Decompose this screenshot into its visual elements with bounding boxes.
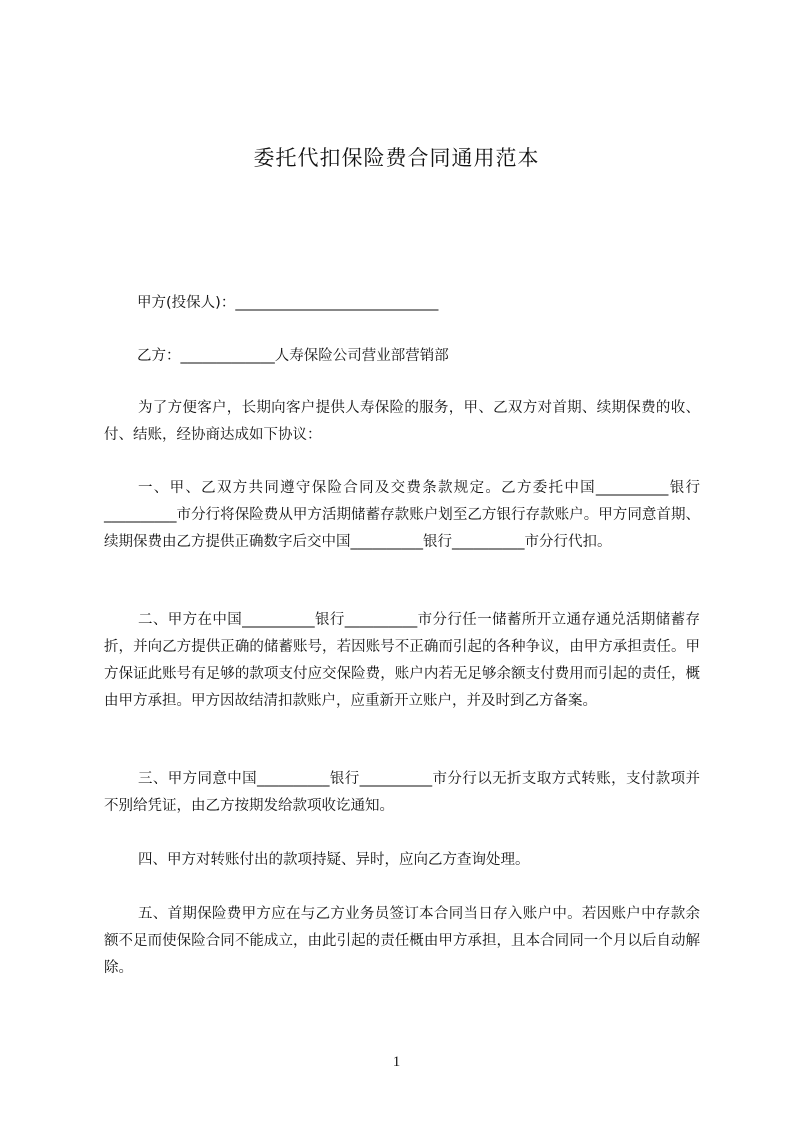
- preamble-paragraph: 为了方便客户，长期向客户提供人寿保险的服务，甲、乙双方对首期、续期保费的收、付、结账，经协商达成如下协议：: [104, 400, 700, 443]
- party-a-line: 甲方(投保人)：____________________________: [137, 295, 439, 311]
- document-title: 委托代扣保险费合同通用范本: [253, 146, 540, 170]
- clause-4: 四、甲方对转账付出的款项持疑、异时，应向乙方查询处理。: [138, 852, 530, 868]
- clause-2: 二、甲方在中国__________银行__________市分行任一储蓄所开立通存通兑活期储蓄存折，并向乙方提供正确的储蓄账号，若因账号不正确而引起的各种争议，由甲方承担责任。甲方保证此账号有足够的款项支付应交保险费，账户内若无足够余额支付费用而引起的责任，概由甲方承担。甲方因故结清扣款账户，应重新开立账户，并及时到乙方备案。: [104, 612, 700, 709]
- clause-1: 一、甲、乙双方共同遵守保险合同及交费条款规定。乙方委托中国__________银行__________市分行将保险费从甲方活期储蓄存款账户划至乙方银行存款账户。甲方同意首期、续期保费由乙方提供正确数字后交中国__________银行__________市分行代扣。: [104, 480, 700, 550]
- party-b-line: 乙方：_____________人寿保险公司营业部营销部: [137, 348, 449, 364]
- clause-5: 五、首期保险费甲方应在与乙方业务员签订本合同当日存入账户中。若因账户中存款余额不足而使保险合同不能成立，由此引起的责任概由甲方承担，且本合同同一个月以后自动解除。: [104, 906, 700, 976]
- page-number: 1: [392, 1054, 401, 1070]
- clause-3: 三、甲方同意中国__________银行__________市分行以无折支取方式转账，支付款项并不别给凭证，由乙方按期发给款项收讫通知。: [104, 771, 700, 814]
